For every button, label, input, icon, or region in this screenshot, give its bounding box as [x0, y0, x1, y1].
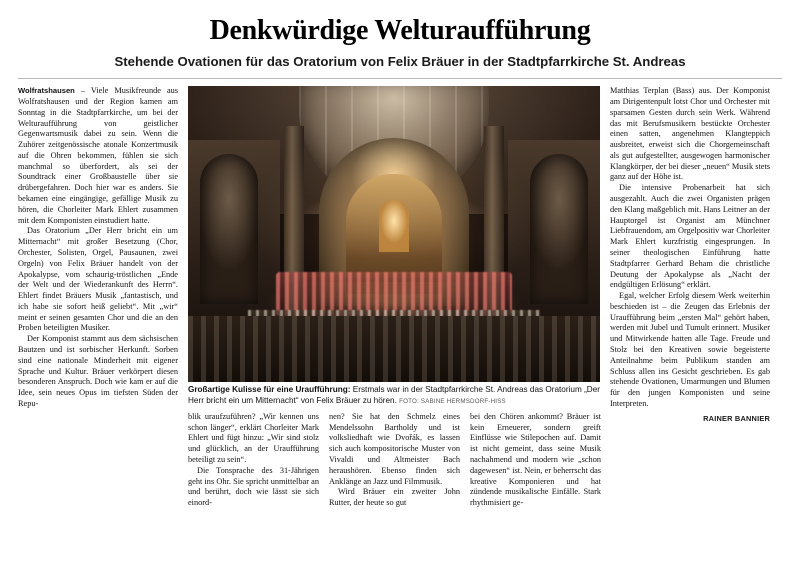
paragraph: Matthias Terplan (Bass) aus. Der Komponist am Dirigentenpult lotst Chor und Orchester mit sparsamen Gesten durch sein Werk. Während das mit Berufsmusikern bestückte Orchester einen satten, angenehmen Klangteppich ausbreitet, erweist sich die Chorgemeinschaft als gut aufgestellter, ausgewogen harmonischer Klangkörper, der bei dieser „neuen“ Musik stets ganz auf der Höhe ist. — [610, 86, 770, 182]
column-right — [610, 86, 770, 422]
column-center — [188, 86, 600, 509]
paragraph: Der Komponist stammt aus dem sächsischen Bautzen und ist sorbischer Herkunft. Sorben sind eine nationale Minderheit mit eigener Sprache und Kultur. Bräuer verkörpert diesen besonderen Anspruch. Doch wie kam er auf die Idee, sein neues Opus im tiefsten Süden der Repu- — [18, 334, 178, 408]
article-photo-wrapper — [188, 86, 600, 406]
column-center-2 — [329, 412, 460, 509]
paragraph — [18, 86, 178, 226]
article-byline: RAINER BANNIER — [703, 413, 770, 423]
center-text-columns — [188, 412, 600, 509]
photo-credit: FOTO: SABINE HERMSDORF-HISS — [399, 397, 506, 405]
photo-audience — [188, 316, 600, 382]
paragraph: Wird Bräuer ein zweiter John Rutter, der heute so gut — [329, 487, 460, 508]
caption-lead: Großartige Kulisse für eine Uraufführung: — [188, 385, 351, 395]
subheadline: Stehende Ovationen für das Oratorium von Felix Bräuer in der Stadtpfarrkirche St. Andreas — [114, 54, 686, 70]
column-left — [18, 86, 178, 409]
paragraph: blik uraufzuführen? „Wir kennen uns schon länger“, erklärt Chorleiter Mark Ehlert und fügt hinzu: „Wir sind stolz und glücklich, an der Uraufführung beteiligt zu sein“. — [188, 411, 319, 465]
dateline: Wolfratshausen — [18, 86, 75, 96]
column-center-1 — [188, 412, 319, 509]
header-divider — [18, 78, 782, 79]
paragraph: Die intensive Probenarbeit hat sich ausgezahlt. Auch die zwei Organisten prägen den Klang maßgeblich mit. Hans Leitner an der Hauptorgel ist Organist am Münchner Liebfrauendom, am Orgelpositiv war Chorleiter Mark Ehlert kurzfristig eingesprungen. In seiner theologischen Einführung hatte Stadtpfarrer Gerhard Beham die christliche Deutung der Apokalypse als „Nacht der endgültigen Erlösung“ erklärt. — [610, 183, 770, 290]
paragraph: nen? Sie hat den Schmelz eines Mendelssohn Bartholdy und ist volksliedhaft wie Dvořák, es lassen sich auch kompositorische Muster von Vivaldi und Altmeister Bach heraushören. Ebenso finden sich Anklänge an Jazz und Filmmusik. — [329, 411, 460, 486]
article-columns — [18, 86, 782, 509]
photo-caption — [188, 385, 600, 406]
paragraph: Das Oratorium „Der Herr bricht ein um Mitternacht“ mit großer Besetzung (Chor, Orchester, Solisten, Orgel, Pausaunen, zwei Orgeln) von Felix Bräuer handelt von der Apokalypse, vom schaurig-tröstlichen „Ende der Welt und der Wiederankunft des Herrn“. Ehlert findet Bräuers Musik „fantastisch, und ich habe sie sofort heiß geliebt“. Mit „wir“ meint er seinen gesamten Chor und die an den Proben beteiligten Musiker. — [18, 226, 178, 333]
column-center-3 — [470, 412, 601, 509]
caption-text: Erstmals war in der Stadtpfarrkirche St. Andreas das Oratorium „Der Herr bricht ein um Mitternacht“ von Felix Bräuer zu hören. — [188, 385, 600, 405]
paragraph-text: – Viele Musikfreunde aus Wolfratshausen und der Region kamen am Sonntag in die Stadtpfarrkirche, um bei der Welturaufführung von geistlicher Gegenwartsmusik dabei zu sein. Wenn die Zuhörer zeitgenössische atonale Konzertmusik auf die Ohren bekommen, fühlen sie sich manchmal so überfordert, als sei der Soundtrack einer Großbaustelle über sie drübergefahren. Doch hier war es anders. Sie bekamen eine eingängige, gefällige Musik zu hören, die Chorleiter Mark Ehlert zusammen mit dem Komponisten einstudiert hatte. — [18, 86, 179, 225]
page-title: Denkwürdige Welturaufführung — [209, 15, 591, 46]
paragraph: Die Tonsprache des 31-Jährigen geht ins Ohr. Sie spricht unmittelbar an und berührt, doch wie lässt sie sich einord- — [188, 465, 319, 508]
paragraph: Egal, welcher Erfolg diesem Werk weiterhin beschieden ist – die Zeugen das Erlebnis der Uraufführung beim „ersten Mal“ gehört haben, werden mit Jubel und Tumult erinnert. Musiker und Mitwirkende hatten alle Tage. Freude und Stolz bei den Kreativen sowie begeisterte Anteilnahme beim Publikum standen am Schluss allen ins Gesicht geschrieben. Es gab stehende Ovationen, Umarmungen und Blumen für den jungen Komponisten und seine Interpreten. — [610, 291, 770, 408]
church-concert-photo — [188, 86, 600, 382]
paragraph: bei den Chören ankommt? Bräuer ist kein Erneuerer, sondern greift Einflüsse wie Stilepochen auf. Damit ist nicht gemeint, dass seine Musik nachahmend und modern wie „schon dagewesen“ ist. Nein, er beherrscht das kreative Komponieren und hat zündende musikalische Einfälle. Stark rhythmisiert ge- — [470, 411, 601, 508]
